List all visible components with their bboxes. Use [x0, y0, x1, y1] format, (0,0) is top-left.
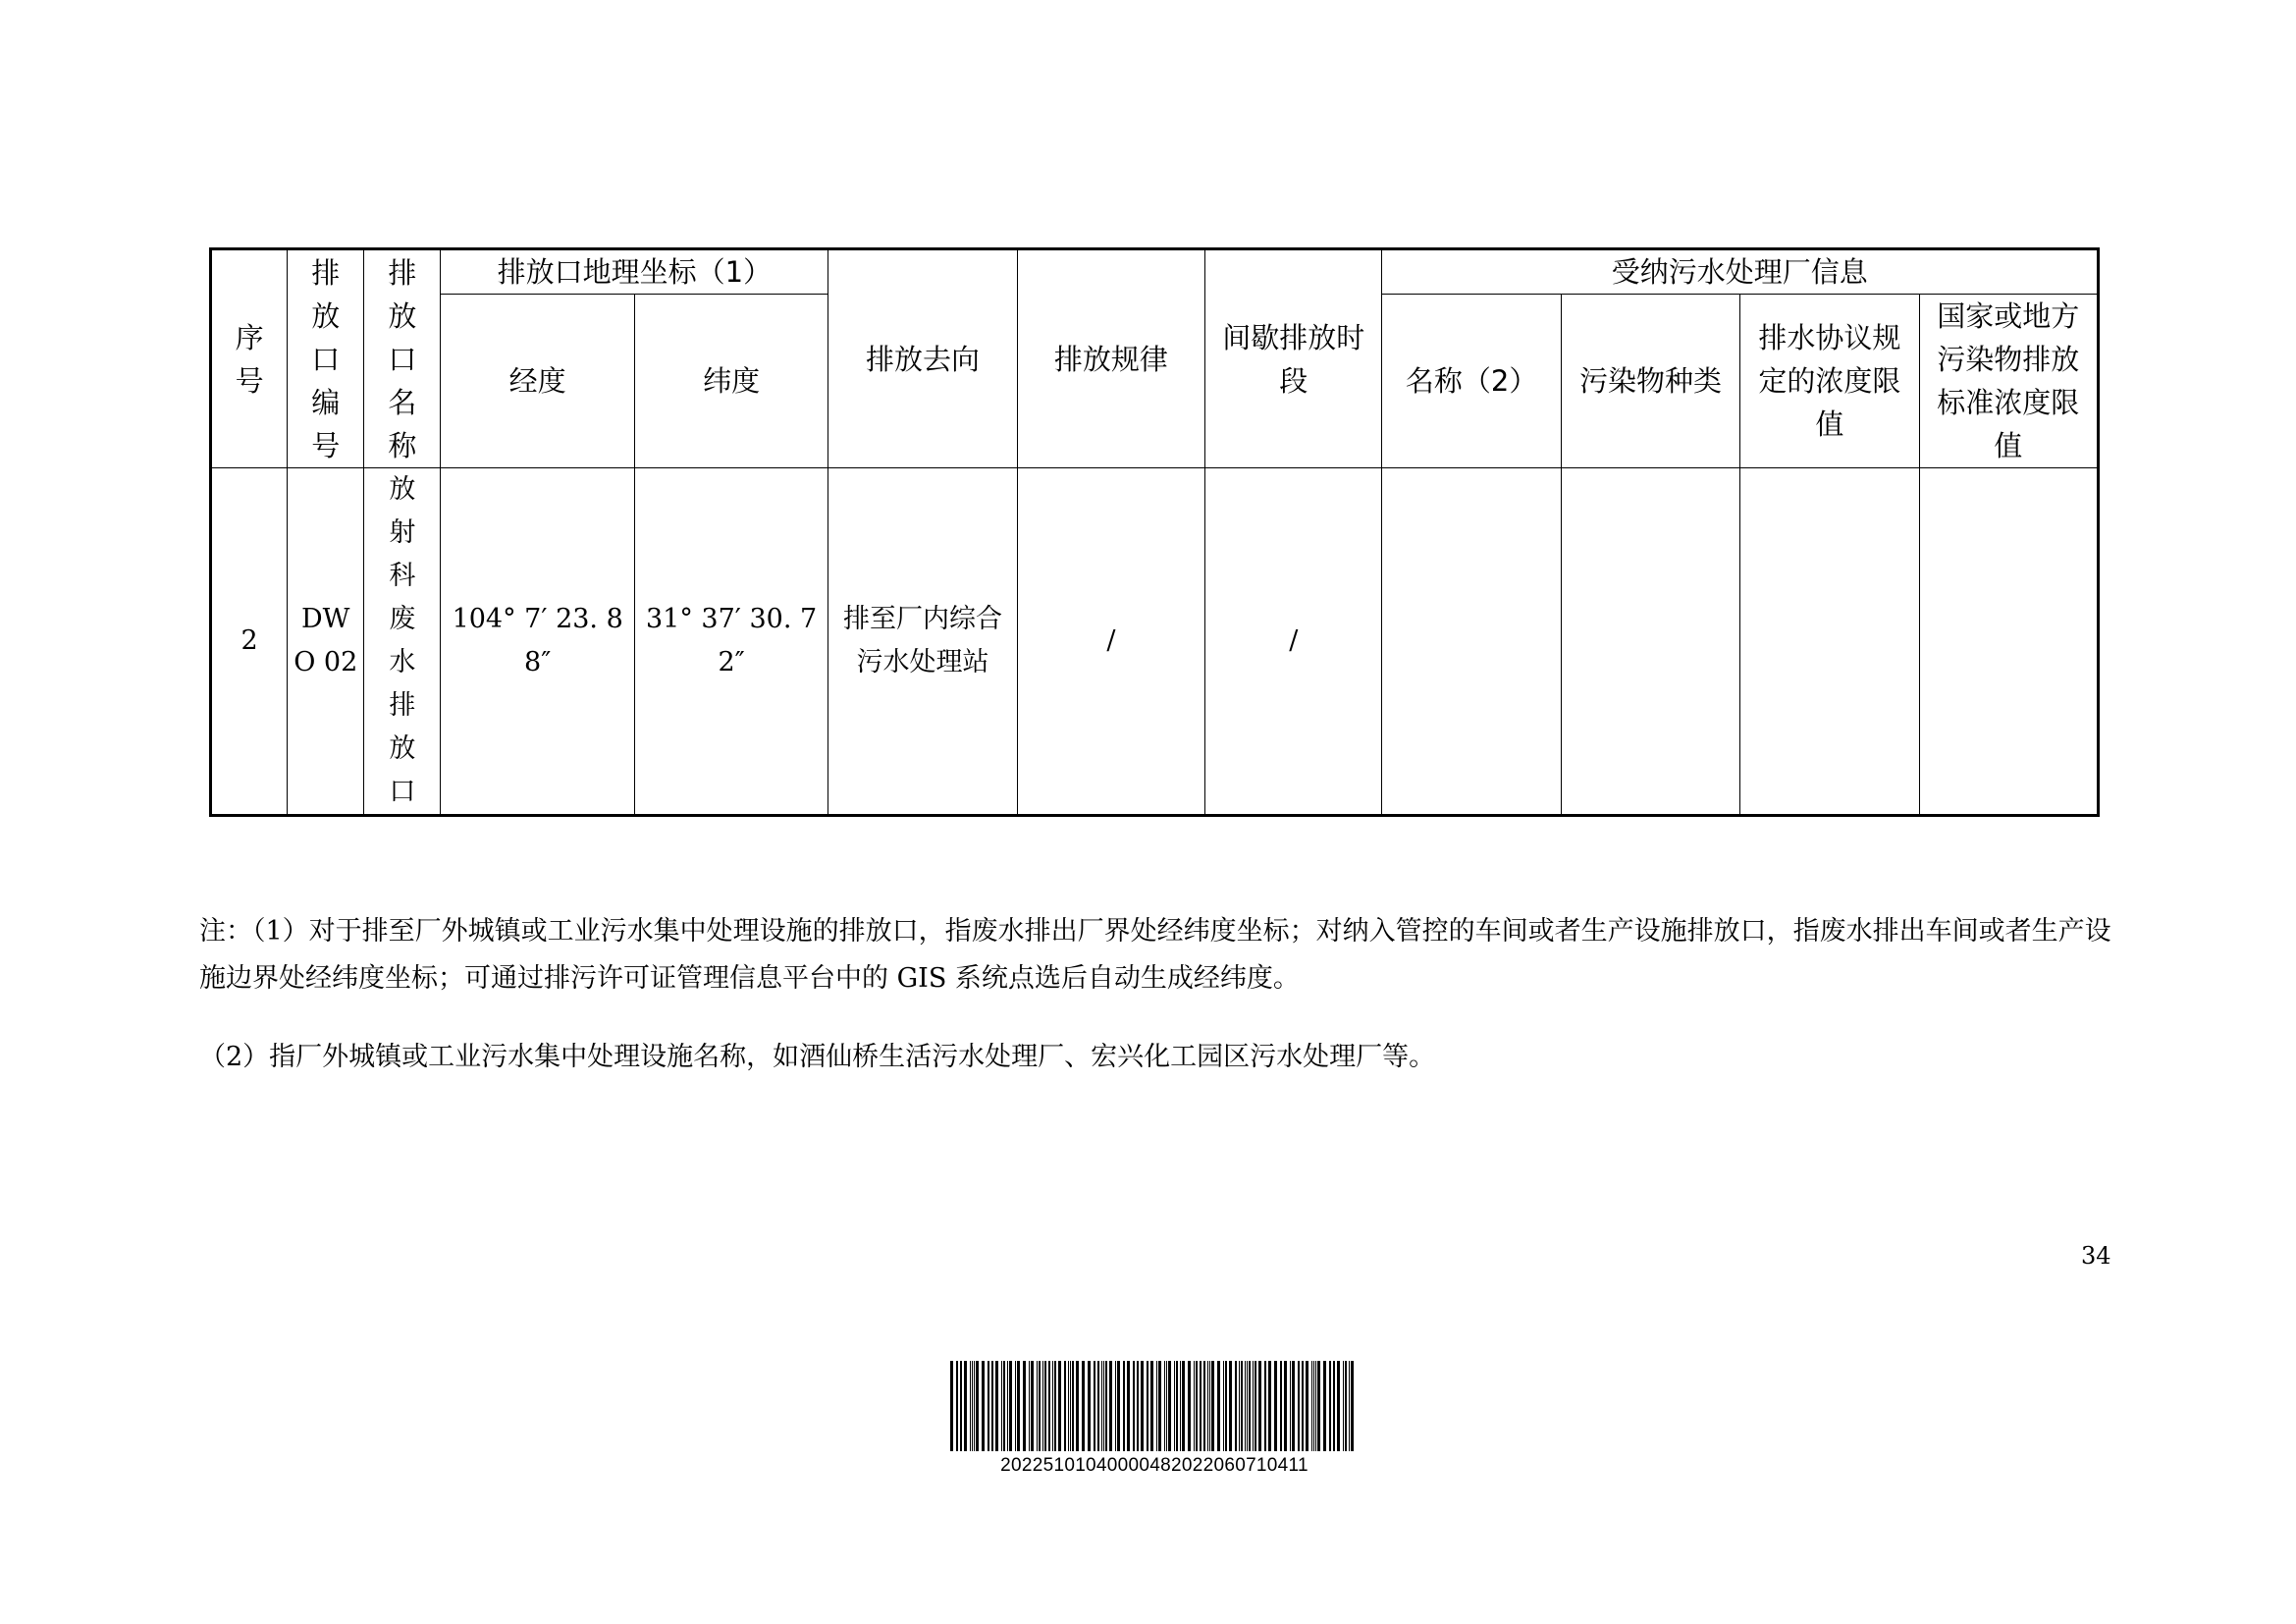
barcode-bar	[1200, 1361, 1201, 1451]
barcode-bar	[1037, 1361, 1038, 1451]
barcode-bar	[982, 1361, 985, 1451]
barcode-bar	[1042, 1361, 1043, 1451]
barcode-bar	[995, 1361, 998, 1451]
barcode-bar	[1337, 1361, 1340, 1451]
barcode-bar	[1194, 1361, 1195, 1451]
barcode-bar	[1048, 1361, 1050, 1451]
barcode-bar	[970, 1361, 971, 1451]
header-seq: 序号	[211, 249, 288, 468]
barcode-bar	[1345, 1361, 1347, 1451]
barcode-bar	[1313, 1361, 1314, 1451]
cell-intermittent: /	[1205, 468, 1382, 816]
barcode-bar	[1058, 1361, 1061, 1451]
barcode-bar	[1166, 1361, 1167, 1451]
cell-plant-name	[1382, 468, 1561, 816]
barcode-bar	[1235, 1361, 1237, 1451]
barcode-bar	[1317, 1361, 1320, 1451]
barcode-bar	[1245, 1361, 1246, 1451]
barcode-bar	[1070, 1361, 1071, 1451]
barcode-bar	[976, 1361, 979, 1451]
barcode-bar	[1044, 1361, 1046, 1451]
barcode-bar	[1158, 1361, 1161, 1451]
barcode-bar	[1115, 1361, 1116, 1451]
barcode-bar	[1156, 1361, 1157, 1451]
barcode-bar	[1094, 1361, 1095, 1451]
barcode-bar	[1225, 1361, 1227, 1451]
barcode-bar	[1264, 1361, 1266, 1451]
cell-seq: 2	[211, 468, 288, 816]
barcode-bar	[1141, 1361, 1144, 1451]
barcode-bar	[1076, 1361, 1079, 1451]
cell-outlet-name: 放射科废水排放口	[364, 468, 441, 816]
barcode-bar	[1109, 1361, 1112, 1451]
barcode-bar	[1343, 1361, 1344, 1451]
barcode-number: 20225101040000482022060710411	[1000, 1455, 1308, 1476]
barcode-bar	[972, 1361, 973, 1451]
header-latitude: 纬度	[634, 295, 828, 468]
barcode-bar	[1088, 1361, 1091, 1451]
header-outlet-name: 排放口名称	[364, 249, 441, 468]
barcode-bar	[1274, 1361, 1277, 1451]
cell-latitude: 31° 37′ 30. 72″	[634, 468, 828, 816]
barcode-icon	[948, 1361, 1361, 1451]
cell-pattern: /	[1017, 468, 1204, 816]
barcode-bar	[1103, 1361, 1104, 1451]
header-destination: 排放去向	[828, 249, 1017, 468]
barcode-bar	[1105, 1361, 1107, 1451]
barcode-bar	[1101, 1361, 1102, 1451]
barcode-bar	[1127, 1361, 1130, 1451]
cell-agreement-limit	[1740, 468, 1919, 816]
barcode-bar	[1072, 1361, 1074, 1451]
barcode-bar	[1302, 1361, 1304, 1451]
barcode-bar	[1290, 1361, 1291, 1451]
barcode-bar	[1164, 1361, 1165, 1451]
barcode-bar	[1174, 1361, 1175, 1451]
barcode-bar	[1123, 1361, 1125, 1451]
barcode-bar	[1207, 1361, 1208, 1451]
barcode-bar	[1268, 1361, 1271, 1451]
header-pollutant-type: 污染物种类	[1561, 295, 1739, 468]
barcode-bar	[960, 1361, 962, 1451]
cell-longitude: 104° 7′ 23. 88″	[441, 468, 634, 816]
cell-destination: 排至厂内综合污水处理站	[828, 468, 1017, 816]
barcode-bar	[1329, 1361, 1331, 1451]
barcode-bar	[1284, 1361, 1287, 1451]
barcode-bar	[1311, 1361, 1312, 1451]
barcode-bar	[1292, 1361, 1295, 1451]
barcode-bar	[1315, 1361, 1316, 1451]
header-agreement-limit: 排水协议规定的浓度限值	[1740, 295, 1919, 468]
barcode-bar	[1031, 1361, 1034, 1451]
header-geo-coordinates: 排放口地理坐标（1）	[441, 249, 828, 295]
barcode-bar	[1068, 1361, 1069, 1451]
barcode-bar	[1017, 1361, 1020, 1451]
barcode-bar	[1097, 1361, 1099, 1451]
header-outlet-code: 排放口编号	[288, 249, 364, 468]
barcode-bar	[1001, 1361, 1002, 1451]
page-number: 34	[2081, 1242, 2111, 1270]
header-pattern: 排放规律	[1017, 249, 1204, 468]
header-intermittent: 间歇排放时段	[1205, 249, 1382, 468]
barcode-bar	[991, 1361, 993, 1451]
barcode-bar	[1150, 1361, 1153, 1451]
barcode-bar	[1255, 1361, 1256, 1451]
barcode-bar	[1211, 1361, 1214, 1451]
header-longitude: 经度	[441, 295, 634, 468]
barcode-bar	[1333, 1361, 1335, 1451]
header-row-1	[211, 249, 2099, 295]
discharge-outlet-table	[209, 247, 2100, 817]
barcode-bar	[1117, 1361, 1120, 1451]
barcode-bar	[1176, 1361, 1178, 1451]
barcode-bar	[1351, 1361, 1354, 1451]
barcode-bar	[1029, 1361, 1030, 1451]
barcode-bar	[1007, 1361, 1008, 1451]
barcode-bar	[1015, 1361, 1016, 1451]
barcode-bar	[1298, 1361, 1300, 1451]
barcode-bar	[1280, 1361, 1282, 1451]
barcode-bar	[1009, 1361, 1012, 1451]
barcode-bar	[1168, 1361, 1171, 1451]
barcode-bar	[1229, 1361, 1232, 1451]
barcode-bar	[1188, 1361, 1191, 1451]
barcode-bar	[1209, 1361, 1210, 1451]
barcode-bar	[1217, 1361, 1220, 1451]
barcode-bar	[1023, 1361, 1026, 1451]
barcode-bar	[1258, 1361, 1261, 1451]
header-standard-limit: 国家或地方污染物排放标准浓度限值	[1919, 295, 2098, 468]
footnote-2: （2）指厂外城镇或工业污水集中处理设施名称，如酒仙桥生活污水处理厂、宏兴化工园区污水处理厂等。	[199, 1042, 1436, 1072]
barcode-bar	[1306, 1361, 1308, 1451]
barcode-bar	[1182, 1361, 1185, 1451]
barcode-bar	[1203, 1361, 1205, 1451]
barcode-bar	[1180, 1361, 1181, 1451]
barcode-bar	[964, 1361, 967, 1451]
barcode-bar	[1003, 1361, 1005, 1451]
barcode-bar	[1349, 1361, 1350, 1451]
cell-standard-limit	[1919, 468, 2098, 816]
barcode-bar	[950, 1361, 953, 1451]
header-receiving-plant: 受纳污水处理厂信息	[1382, 249, 2099, 295]
barcode-bar	[1223, 1361, 1224, 1451]
barcode-bar	[1249, 1361, 1251, 1451]
barcode-bar	[1323, 1361, 1326, 1451]
barcode-bar	[988, 1361, 989, 1451]
barcode-bar	[1052, 1361, 1053, 1451]
barcode-bar	[1239, 1361, 1240, 1451]
barcode-bar	[1253, 1361, 1254, 1451]
barcode-bar	[1039, 1361, 1041, 1451]
barcode-bar	[1133, 1361, 1135, 1451]
cell-outlet-code: DWO 02	[288, 468, 364, 816]
barcode-bar	[1064, 1361, 1066, 1451]
barcode-bar	[1137, 1361, 1139, 1451]
barcode-bar	[1082, 1361, 1085, 1451]
barcode-bar	[1196, 1361, 1198, 1451]
barcode-bar	[956, 1361, 958, 1451]
barcode-bar	[1241, 1361, 1243, 1451]
barcode-bar	[974, 1361, 975, 1451]
barcode-bar	[1054, 1361, 1056, 1451]
table-row	[211, 468, 2099, 816]
barcode-bar	[1147, 1361, 1148, 1451]
footnote-1: 注：（1）对于排至厂外城镇或工业污水集中处理设施的排放口，指废水排出厂界处经纬度坐标；对纳入管控的车间或者生产设施排放口，指废水排出车间或者生产设施边界处经纬度坐标；可通过排污许可证管理信息平台中的 GIS 系统点选后自动生成经纬度。	[199, 916, 2111, 994]
barcode-bar	[1247, 1361, 1248, 1451]
header-plant-name: 名称（2）	[1382, 295, 1561, 468]
cell-pollutant-type	[1561, 468, 1739, 816]
